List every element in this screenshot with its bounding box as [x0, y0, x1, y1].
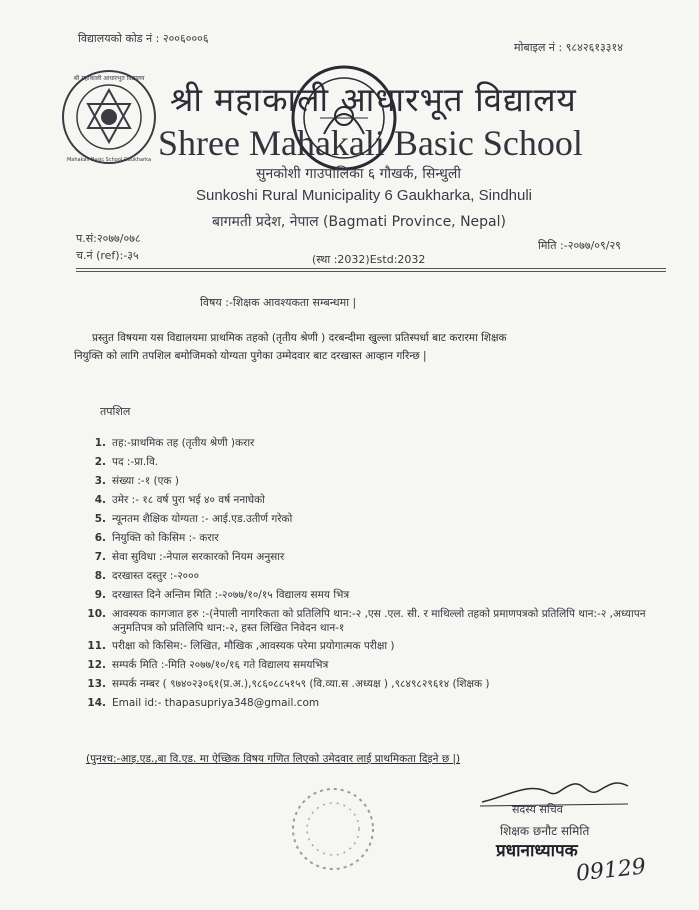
list-item: 4. उमेर :- १८ वर्ष पुरा भई ४० वर्ष ननाघेको — [94, 494, 265, 506]
list-item: 7. सेवा सुविधा :-नेपाल सरकारको नियम अनुसार — [94, 551, 285, 563]
school-name-english: Shree Mahakali Basic School — [158, 123, 583, 163]
letter-date: मिति :-२०७७/०९/२९ — [538, 239, 621, 252]
footnote: (पुनश्च:-आइ.एड.,बा वि.एड. मा ऐच्छिक विषय गणित लिएको उमेदवार लाई प्राथमिकता दिइने छ |) — [86, 753, 461, 765]
address-english: Sunkoshi Rural Municipality 6 Gaukharka, Sindhuli — [196, 187, 533, 204]
reference-cha-na: च.नं (ref):-३५ — [76, 249, 139, 262]
round-stamp — [290, 64, 398, 172]
svg-text:Mahakali Basic School Gaukhark: Mahakali Basic School Gaukharka — [66, 157, 152, 163]
school-name-nepali: श्री महाकाली आधारभूत विद्यालय — [170, 80, 577, 119]
school-seal — [60, 68, 158, 166]
established-year: (स्था :2032)Estd:2032 — [312, 253, 426, 266]
header-rule — [76, 268, 666, 269]
school-code: विद्यालयको कोड नं : २००६०००६ — [78, 32, 209, 45]
subject-line: विषय :-शिक्षक आवश्यकता सम्बन्धमा | — [200, 296, 357, 309]
body-line-1: प्रस्तुत विषयमा यस विद्यालयमा प्राथमिक तहको (तृतीय श्रेणी ) दरबन्दीमा खुल्ला प्रतिस्पर्धा बाट करारमा शिक्षक — [92, 332, 507, 344]
list-item: 14. Email id:- thapasupriya348@gmail.com — [87, 697, 320, 709]
reference-pa-sa: प.सं:२०७७/०७८ — [76, 232, 141, 245]
list-item: 1. तह:-प्राथमिक तह (तृतीय श्रेणी )करार — [94, 437, 255, 449]
member-secretary: सदस्य सचिव — [512, 803, 563, 816]
list-item: 12. सम्पर्क मिति :-मिति २०७७/१०/१६ गते विद्यालय समयभित्र — [87, 659, 329, 671]
head-teacher-stamp: प्रधानाध्यापक — [496, 841, 578, 861]
list-item: 3. संख्या :-१ (एक ) — [94, 475, 179, 487]
requirements-list — [86, 436, 656, 715]
list-item: 8. दरखास्त दस्तुर :-२००० — [94, 570, 200, 582]
faded-stamp — [290, 786, 376, 872]
list-item: 10. आवस्यक कागजात हरु :-(नेपाली नागरिकता को प्रतिलिपि थान:-२ ,एस .एल. सी. र माथिल्लो तहको प्रमाणपत्रको प्रतिलिपि थान:-२ ,अध्यापन अनुमतिपत्र को प्रतिलिपि थान:-२, हस्त लिखित निवेदन थान-१ — [87, 608, 646, 634]
list-item: 13. सम्पर्क नम्बर ( ९७४०२३०६१(प्र.अ.),९८६०८८५१५९ (वि.व्या.स .अध्यक्ष ) ,९८४९८२९६१४ (शिक्षक ) — [87, 678, 490, 690]
address-nepali: सुनकोशी गाउपालिका ६ गौखर्क, सिन्धुली — [256, 166, 461, 182]
list-item: 11. परीक्षा को किसिम:- लिखित, मौखिक ,आवस्यक परेमा प्रयोगात्मक परीक्षा ) — [87, 640, 395, 652]
province: बागमती प्रदेश, नेपाल (Bagmati Province, Nepal) — [212, 214, 506, 230]
svg-text:श्री महाकाली आधारभूत विद्यालय: श्री महाकाली आधारभूत विद्यालय — [73, 75, 145, 82]
list-item: 9. दरखास्त दिने अन्तिम मिति :-२०७७/१०/१५ विद्यालय समय भित्र — [94, 589, 350, 601]
list-item: 5. न्यूनतम शैक्षिक योग्यता :- आई.एड.उतीर्ण गरेको — [94, 513, 293, 525]
handwritten-number: 09129 — [574, 854, 648, 887]
list-item: 2. पद :-प्रा.वि. — [94, 456, 159, 468]
list-item: 6. नियुक्ति को किसिम :- करार — [94, 532, 219, 544]
selection-committee: शिक्षक छनौट समिति — [500, 824, 590, 838]
body-line-2: नियुक्ति को लागि तपशिल बमोजिमको योग्यता पुगेका उम्मेदवार बाट दरखास्त आव्हान गरिन्छ | — [74, 350, 427, 362]
header-rule-2 — [76, 271, 666, 272]
mobile-number: मोबाइल नं : ९८४२६१३३१४ — [514, 41, 623, 54]
tapasil-heading: तपशिल — [100, 405, 131, 418]
